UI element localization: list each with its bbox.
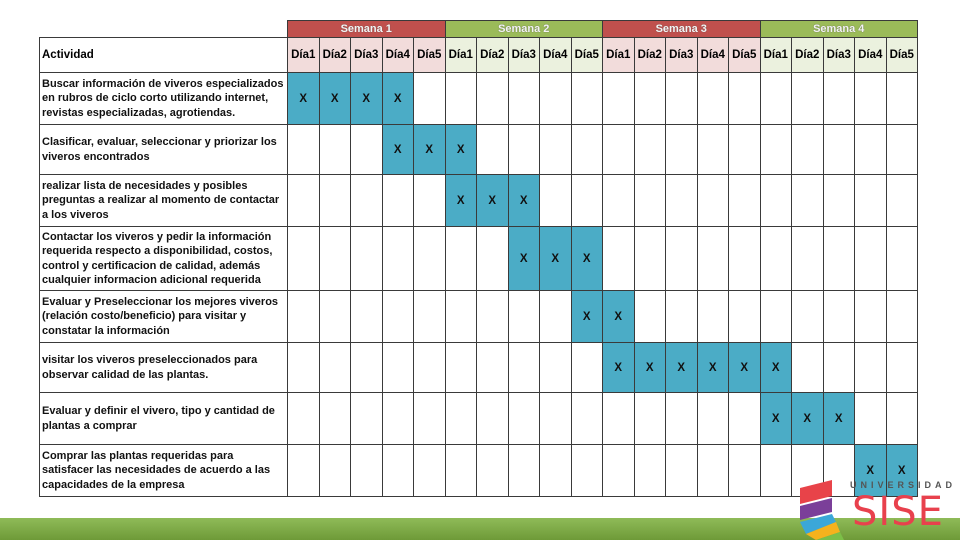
day-header-w1-d2: Día2	[319, 38, 351, 73]
empty-cell	[634, 227, 666, 291]
table-row	[40, 393, 918, 445]
empty-cell	[697, 445, 729, 497]
empty-cell	[477, 291, 509, 343]
empty-cell	[477, 393, 509, 445]
day-header-w3-d2: Día2	[634, 38, 666, 73]
scheduled-cell: X	[445, 125, 477, 175]
scheduled-cell: X	[760, 343, 792, 393]
scheduled-cell: X	[855, 445, 887, 497]
empty-cell	[319, 445, 351, 497]
table-row	[40, 445, 918, 497]
scheduled-cell: X	[697, 343, 729, 393]
empty-cell	[666, 125, 698, 175]
week-header-3: Semana 3	[603, 21, 761, 38]
empty-cell	[414, 73, 446, 125]
empty-cell	[634, 393, 666, 445]
day-header-w2-d1: Día1	[445, 38, 477, 73]
empty-cell	[382, 227, 414, 291]
day-header-w4-d2: Día2	[792, 38, 824, 73]
empty-cell	[571, 175, 603, 227]
scheduled-cell: X	[571, 291, 603, 343]
empty-cell	[319, 125, 351, 175]
day-header-w2-d3: Día3	[508, 38, 540, 73]
empty-cell	[603, 125, 635, 175]
empty-cell	[823, 227, 855, 291]
activity-label: Buscar información de viveros especializados en rubros de ciclo corto utilizando internet, revistas especializadas, agrotiendas.	[40, 73, 288, 125]
empty-cell	[288, 175, 320, 227]
scheduled-cell: X	[634, 343, 666, 393]
activity-label: Evaluar y definir el vivero, tipo y cantidad de plantas a comprar	[40, 393, 288, 445]
activity-label: realizar lista de necesidades y posibles preguntas a realizar al momento de contactar a los viveros	[40, 175, 288, 227]
empty-cell	[571, 125, 603, 175]
empty-cell	[760, 125, 792, 175]
empty-cell	[540, 175, 572, 227]
empty-cell	[319, 393, 351, 445]
week-header-2: Semana 2	[445, 21, 603, 38]
empty-cell	[823, 73, 855, 125]
empty-cell	[477, 343, 509, 393]
empty-cell	[729, 125, 761, 175]
scheduled-cell: X	[666, 343, 698, 393]
empty-cell	[477, 445, 509, 497]
scheduled-cell: X	[540, 227, 572, 291]
empty-cell	[571, 73, 603, 125]
empty-cell	[666, 73, 698, 125]
day-header-w1-d1: Día1	[288, 38, 320, 73]
logo-text: SISE	[852, 489, 944, 535]
empty-cell	[445, 291, 477, 343]
empty-cell	[697, 291, 729, 343]
empty-cell	[288, 393, 320, 445]
empty-cell	[319, 291, 351, 343]
empty-cell	[414, 291, 446, 343]
empty-cell	[855, 227, 887, 291]
empty-cell	[382, 393, 414, 445]
scheduled-cell: X	[508, 227, 540, 291]
empty-cell	[603, 175, 635, 227]
scheduled-cell: X	[382, 73, 414, 125]
empty-cell	[382, 445, 414, 497]
scheduled-cell: X	[603, 291, 635, 343]
empty-cell	[351, 393, 383, 445]
activity-label: Clasificar, evaluar, seleccionar y priorizar los viveros encontrados	[40, 125, 288, 175]
scheduled-cell: X	[760, 393, 792, 445]
empty-cell	[634, 125, 666, 175]
day-header-w4-d4: Día4	[855, 38, 887, 73]
scheduled-cell: X	[886, 445, 918, 497]
empty-cell	[288, 227, 320, 291]
empty-cell	[792, 227, 824, 291]
empty-cell	[508, 291, 540, 343]
empty-cell	[760, 73, 792, 125]
day-header-w1-d4: Día4	[382, 38, 414, 73]
empty-cell	[414, 175, 446, 227]
empty-cell	[508, 125, 540, 175]
empty-cell	[729, 175, 761, 227]
day-header-w1-d3: Día3	[351, 38, 383, 73]
gantt-schedule-table	[39, 20, 918, 497]
empty-cell	[351, 175, 383, 227]
empty-cell	[792, 125, 824, 175]
day-header-w1-d5: Día5	[414, 38, 446, 73]
empty-cell	[540, 73, 572, 125]
empty-cell	[540, 445, 572, 497]
scheduled-cell: X	[382, 125, 414, 175]
empty-cell	[445, 393, 477, 445]
table-row	[40, 227, 918, 291]
empty-cell	[414, 445, 446, 497]
empty-cell	[382, 175, 414, 227]
day-header-w2-d2: Día2	[477, 38, 509, 73]
scheduled-cell: X	[571, 227, 603, 291]
empty-cell	[288, 343, 320, 393]
scheduled-cell: X	[477, 175, 509, 227]
empty-cell	[886, 343, 918, 393]
table-row	[40, 343, 918, 393]
empty-cell	[445, 343, 477, 393]
day-header-w3-d4: Día4	[697, 38, 729, 73]
empty-cell	[445, 445, 477, 497]
empty-cell	[351, 445, 383, 497]
empty-cell	[697, 393, 729, 445]
empty-cell	[792, 343, 824, 393]
scheduled-cell: X	[792, 393, 824, 445]
empty-cell	[855, 175, 887, 227]
empty-cell	[319, 175, 351, 227]
empty-cell	[477, 227, 509, 291]
empty-cell	[823, 125, 855, 175]
table-row	[40, 73, 918, 125]
empty-cell	[603, 445, 635, 497]
empty-cell	[886, 73, 918, 125]
empty-cell	[540, 291, 572, 343]
activity-column-header: Actividad	[40, 38, 288, 73]
empty-cell	[886, 227, 918, 291]
empty-cell	[666, 227, 698, 291]
empty-cell	[540, 393, 572, 445]
empty-cell	[414, 227, 446, 291]
table-row	[40, 291, 918, 343]
empty-cell	[697, 175, 729, 227]
empty-cell	[697, 227, 729, 291]
empty-cell	[666, 393, 698, 445]
activity-label: Comprar las plantas requeridas para satisfacer las necesidades de acuerdo a las capacidades de la empresa	[40, 445, 288, 497]
empty-cell	[571, 393, 603, 445]
empty-cell	[855, 393, 887, 445]
empty-cell	[729, 227, 761, 291]
empty-cell	[855, 73, 887, 125]
scheduled-cell: X	[288, 73, 320, 125]
empty-cell	[823, 175, 855, 227]
empty-cell	[288, 125, 320, 175]
activity-label: Contactar los viveros y pedir la información requerida respecto a disponibilidad, costos, control y certificacion de calidad, además cualquier informacion adicional requerida	[40, 227, 288, 291]
empty-cell	[792, 175, 824, 227]
empty-cell	[414, 393, 446, 445]
empty-cell	[508, 73, 540, 125]
week-header-1: Semana 1	[288, 21, 446, 38]
empty-cell	[288, 445, 320, 497]
empty-cell	[886, 175, 918, 227]
empty-cell	[351, 125, 383, 175]
empty-cell	[760, 291, 792, 343]
table-row	[40, 175, 918, 227]
empty-cell	[508, 343, 540, 393]
day-header-w3-d5: Día5	[729, 38, 761, 73]
day-header-w4-d5: Día5	[886, 38, 918, 73]
empty-cell	[666, 175, 698, 227]
scheduled-cell: X	[414, 125, 446, 175]
activity-label: visitar los viveros preseleccionados para observar calidad de las plantas.	[40, 343, 288, 393]
empty-cell	[414, 343, 446, 393]
empty-cell	[603, 393, 635, 445]
empty-cell	[603, 227, 635, 291]
scheduled-cell: X	[729, 343, 761, 393]
scheduled-cell: X	[823, 393, 855, 445]
day-header-w4-d3: Día3	[823, 38, 855, 73]
empty-cell	[319, 227, 351, 291]
table-row	[40, 125, 918, 175]
scheduled-cell: X	[508, 175, 540, 227]
scheduled-cell: X	[351, 73, 383, 125]
empty-cell	[634, 445, 666, 497]
empty-cell	[634, 73, 666, 125]
empty-cell	[792, 291, 824, 343]
empty-cell	[319, 343, 351, 393]
empty-cell	[634, 175, 666, 227]
logo-subtext: UNIVERSIDAD	[850, 480, 957, 490]
empty-cell	[823, 343, 855, 393]
empty-cell	[351, 227, 383, 291]
scheduled-cell: X	[319, 73, 351, 125]
empty-cell	[855, 125, 887, 175]
empty-cell	[382, 291, 414, 343]
empty-cell	[571, 343, 603, 393]
empty-cell	[666, 445, 698, 497]
empty-cell	[571, 445, 603, 497]
day-header-w2-d4: Día4	[540, 38, 572, 73]
empty-cell	[760, 445, 792, 497]
empty-cell	[823, 291, 855, 343]
empty-cell	[508, 445, 540, 497]
empty-cell	[760, 227, 792, 291]
empty-cell	[792, 73, 824, 125]
empty-cell	[666, 291, 698, 343]
empty-cell	[886, 291, 918, 343]
activity-label: Evaluar y Preseleccionar los mejores viveros (relación costo/beneficio) para visitar y constatar la información	[40, 291, 288, 343]
empty-cell	[351, 343, 383, 393]
empty-cell	[540, 125, 572, 175]
empty-cell	[729, 445, 761, 497]
empty-cell	[729, 393, 761, 445]
empty-cell	[477, 125, 509, 175]
empty-cell	[855, 343, 887, 393]
scheduled-cell: X	[603, 343, 635, 393]
day-header-w3-d1: Día1	[603, 38, 635, 73]
empty-cell	[697, 73, 729, 125]
empty-cell	[634, 291, 666, 343]
empty-cell	[477, 73, 509, 125]
empty-cell	[603, 73, 635, 125]
empty-cell	[382, 343, 414, 393]
empty-cell	[729, 73, 761, 125]
day-header-w2-d5: Día5	[571, 38, 603, 73]
empty-cell	[886, 125, 918, 175]
empty-cell	[288, 291, 320, 343]
empty-cell	[351, 291, 383, 343]
empty-cell	[729, 291, 761, 343]
empty-cell	[508, 393, 540, 445]
empty-cell	[760, 175, 792, 227]
empty-cell	[540, 343, 572, 393]
empty-cell	[697, 125, 729, 175]
empty-cell	[445, 227, 477, 291]
header-blank-cell	[40, 21, 288, 38]
scheduled-cell: X	[445, 175, 477, 227]
day-header-w3-d3: Día3	[666, 38, 698, 73]
week-header-4: Semana 4	[760, 21, 918, 38]
empty-cell	[445, 73, 477, 125]
empty-cell	[855, 291, 887, 343]
empty-cell	[886, 393, 918, 445]
day-header-w4-d1: Día1	[760, 38, 792, 73]
